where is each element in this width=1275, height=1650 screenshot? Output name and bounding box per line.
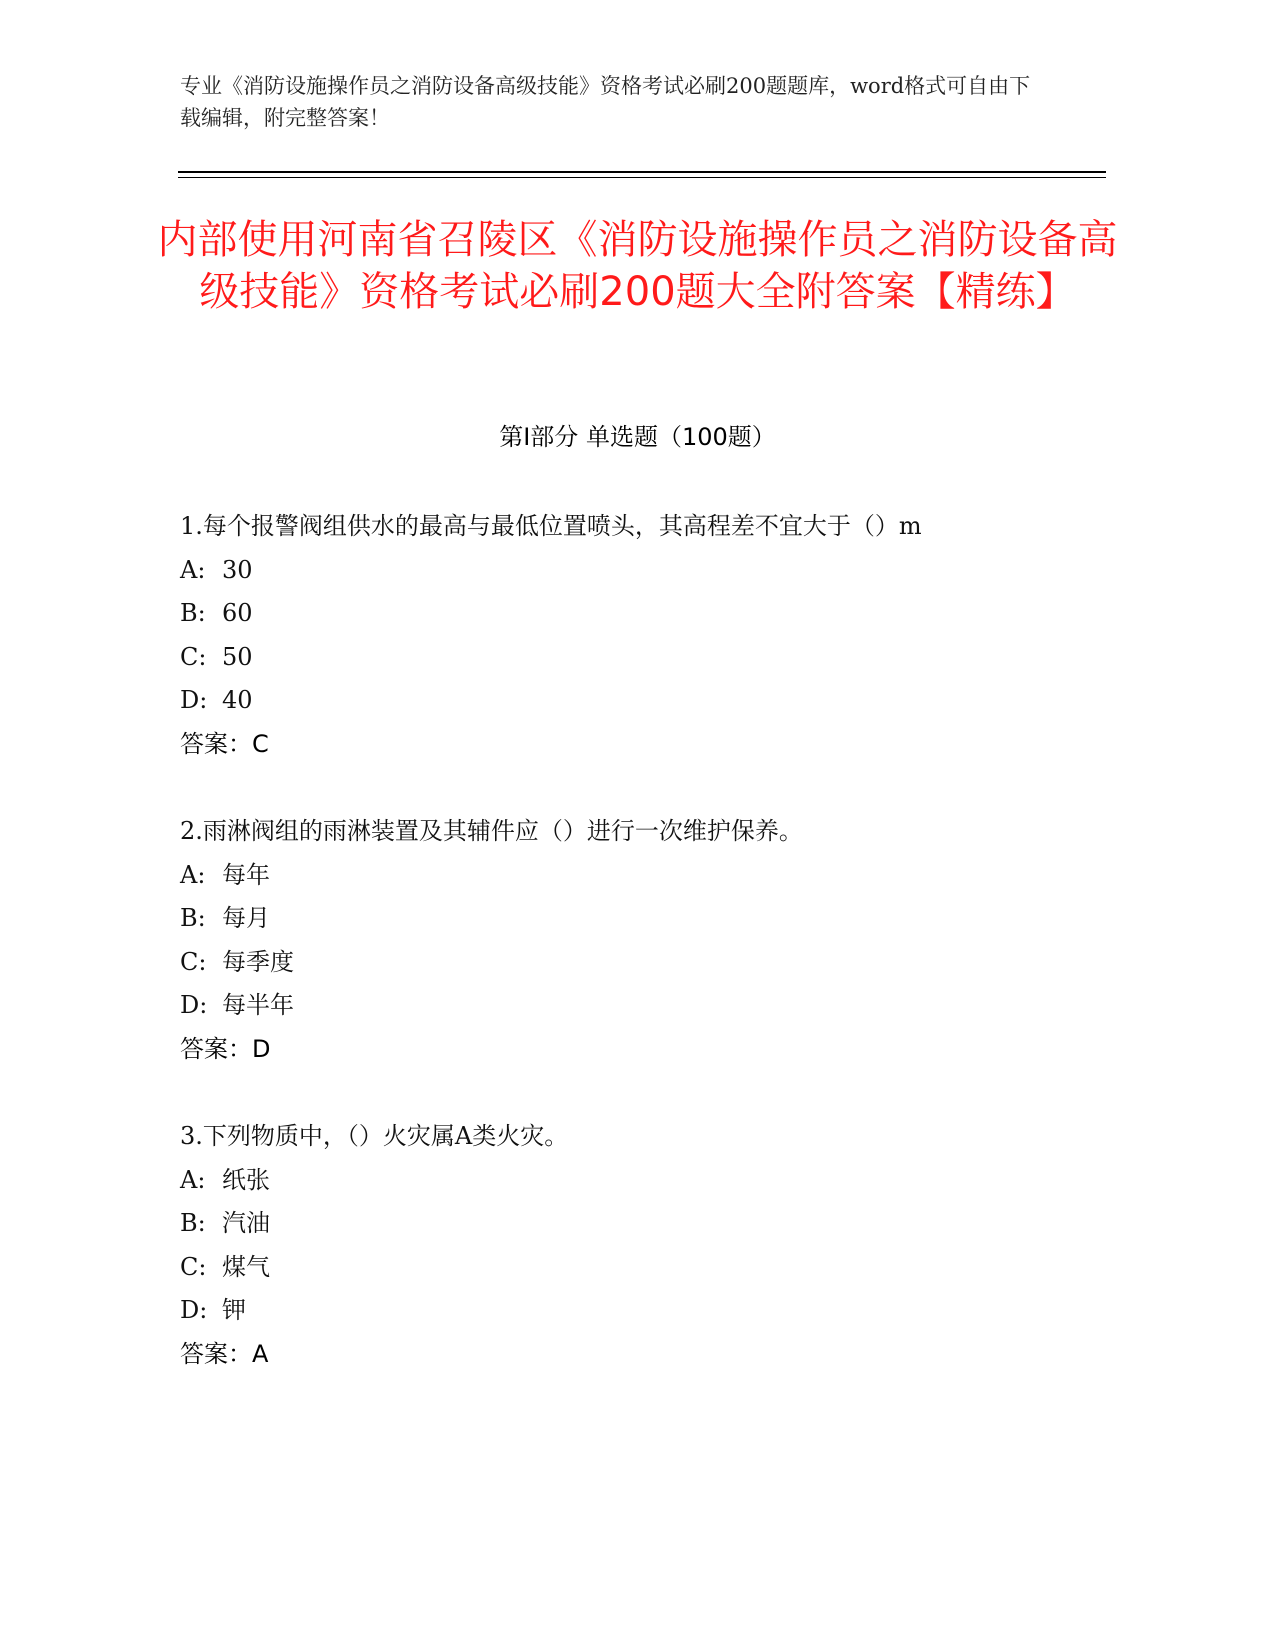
option-letter: A: bbox=[180, 1165, 206, 1194]
option-c bbox=[180, 1246, 1080, 1290]
option-letter: D: bbox=[180, 991, 208, 1019]
option-letter: D: bbox=[180, 1296, 208, 1324]
option-text: 30 bbox=[222, 555, 253, 584]
question-list bbox=[180, 505, 1080, 1420]
option-letter: C: bbox=[180, 642, 207, 671]
answer-line: 答案：C bbox=[180, 729, 269, 758]
option-letter: A: bbox=[180, 860, 206, 889]
option-a bbox=[180, 1159, 1080, 1203]
question-stem: 1.每个报警阀组供水的最高与最低位置喷头，其高程差不宜大于（）m bbox=[180, 512, 922, 540]
option-text: 煤气 bbox=[222, 1252, 270, 1281]
option-a bbox=[180, 854, 1080, 898]
option-letter: B: bbox=[180, 904, 206, 932]
option-text: 40 bbox=[222, 686, 253, 714]
question-3 bbox=[180, 1115, 1080, 1376]
option-d bbox=[180, 679, 1080, 723]
option-letter: C: bbox=[180, 947, 207, 976]
answer-line: 答案：D bbox=[180, 1034, 271, 1063]
option-text: 汽油 bbox=[222, 1209, 270, 1237]
question-stem: 2.雨淋阀组的雨淋装置及其辅件应（）进行一次维护保养。 bbox=[180, 817, 803, 845]
option-d bbox=[180, 984, 1080, 1028]
section-title: 第Ⅰ部分 单选题（100题） bbox=[499, 423, 776, 451]
option-b bbox=[180, 1202, 1080, 1246]
header-note: 专业《消防设施操作员之消防设备高级技能》资格考试必刷200题题库，word格式可自由下载编辑，附完整答案！ bbox=[180, 74, 1031, 130]
question-stem: 3.下列物质中，（）火灾属A类火灾。 bbox=[180, 1122, 569, 1150]
answer-line: 答案：A bbox=[180, 1339, 269, 1368]
option-text: 每月 bbox=[222, 904, 270, 932]
option-d bbox=[180, 1289, 1080, 1333]
option-letter: A: bbox=[180, 555, 206, 584]
document-title: 内部使用河南省召陵区《消防设施操作员之消防设备高级技能》资格考试必刷200题大全附答案【精练】 bbox=[157, 217, 1118, 315]
option-c bbox=[180, 636, 1080, 680]
option-text: 纸张 bbox=[222, 1165, 270, 1194]
option-letter: B: bbox=[180, 599, 206, 627]
option-letter: D: bbox=[180, 686, 208, 714]
option-b bbox=[180, 592, 1080, 636]
option-letter: C: bbox=[180, 1252, 207, 1281]
header-rule-thin bbox=[178, 177, 1106, 178]
option-b bbox=[180, 897, 1080, 941]
header-rule-thick bbox=[178, 171, 1106, 173]
question-2 bbox=[180, 810, 1080, 1071]
option-text: 60 bbox=[222, 599, 253, 627]
option-text: 每年 bbox=[222, 860, 270, 889]
option-c bbox=[180, 941, 1080, 985]
option-text: 钾 bbox=[222, 1296, 246, 1324]
question-1 bbox=[180, 505, 1080, 766]
option-a bbox=[180, 549, 1080, 593]
option-text: 50 bbox=[222, 642, 253, 671]
option-text: 每季度 bbox=[222, 947, 294, 976]
option-text: 每半年 bbox=[222, 991, 294, 1019]
option-letter: B: bbox=[180, 1209, 206, 1237]
